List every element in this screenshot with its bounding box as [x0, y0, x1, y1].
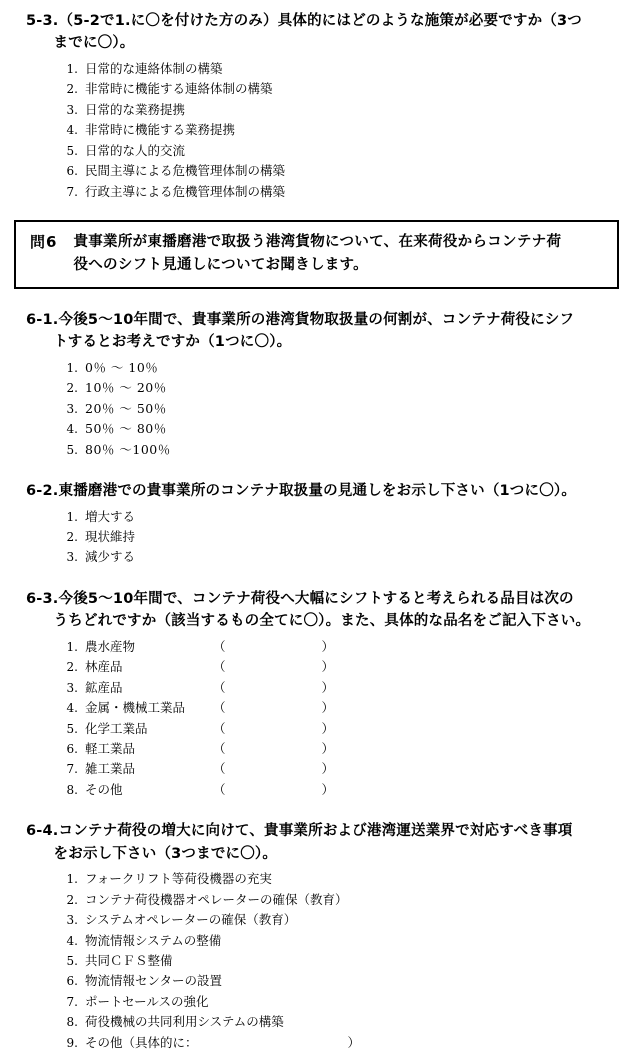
option-number: 5. [66, 721, 78, 736]
question-6-3-heading [26, 588, 605, 633]
question-5-3-options [0, 59, 633, 202]
paren-close: ） [321, 781, 335, 797]
question-5-3 [0, 10, 633, 202]
question-6-1 [0, 309, 633, 460]
question-6-3 [0, 588, 633, 800]
question-6-1-line2: トするとお考えですか（1つに〇）。 [53, 334, 292, 351]
question-6-4-line1: コンテナ荷役の増大に向けて、貴事業所および港湾運送業界で対応すべき事項 [58, 823, 573, 840]
option-label: 農水産物 [85, 638, 136, 654]
option-number: 5. [66, 143, 78, 158]
option-label: 非常時に機能する連絡体制の構築 [85, 81, 273, 97]
write-in-field[interactable] [213, 719, 334, 739]
list-item[interactable] [58, 869, 633, 889]
question-6-1-options [0, 358, 633, 460]
option-label: 物流情報センターの設置 [85, 973, 223, 989]
list-item[interactable] [58, 59, 633, 79]
list-item[interactable] [58, 182, 633, 202]
question-5-3-text-line2: までに〇）。 [53, 35, 135, 52]
option-number: 7. [66, 762, 78, 777]
write-in-field[interactable] [213, 759, 334, 779]
option-number: 2. [66, 82, 78, 97]
paren-open: （ [213, 741, 226, 756]
option-label: 化学工業品 [85, 720, 148, 736]
option-number: 5. [66, 954, 78, 968]
question-6-4 [0, 820, 633, 1053]
list-item[interactable] [58, 992, 633, 1012]
question-6-1-heading [26, 309, 605, 354]
list-item[interactable] [58, 161, 633, 181]
question-6-1-line1: 今後5〜10年間で、貴事業所の港湾貨物取扱量の何割が、コンテナ荷役にシフ [58, 311, 575, 328]
paren-close: ） [321, 741, 335, 756]
option-number: 1. [66, 872, 78, 887]
option-number: 3. [66, 680, 78, 695]
option-number: 7. [66, 994, 78, 1009]
paren-close: ） [321, 638, 335, 654]
list-item[interactable] [58, 120, 633, 140]
option-number: 2. [66, 892, 78, 907]
option-label: 民間主導による危機管理体制の構築 [85, 163, 286, 179]
list-item[interactable] [58, 739, 633, 759]
option-label: 非常時に機能する業務提携 [85, 122, 236, 138]
option-label: コンテナ荷役機器オペレーターの確保（教育） [85, 891, 348, 907]
option-number: 3. [66, 913, 78, 928]
question-5-3-number: 5-3. [26, 13, 59, 29]
list-item[interactable] [58, 1012, 633, 1032]
option-label: 日常的な連絡体制の構築 [85, 60, 223, 76]
option-number: 1. [66, 509, 78, 524]
question-5-3-text-line1: （5-2で1.に〇を付けた方のみ）具体的にはどのような施策が必要ですか（3つ [58, 13, 582, 29]
paren-close: ） [347, 1034, 361, 1050]
list-item[interactable] [58, 657, 633, 677]
option-label: 荷役機械の共同利用システムの構築 [85, 1014, 284, 1030]
list-item[interactable] [58, 719, 633, 739]
option-label: 鉱産品 [85, 679, 123, 695]
question-6-line2: 役へのシフト見通しについてお聞きします。 [73, 257, 368, 274]
option-label: 行政主導による危機管理体制の構築 [85, 183, 286, 199]
list-item[interactable] [58, 951, 633, 971]
option-label: 0％ ～ 10％ [85, 359, 159, 375]
question-6-1-number: 6-1. [26, 311, 59, 328]
option-label: 金属・機械工業品 [85, 700, 186, 716]
list-item[interactable] [58, 1033, 633, 1053]
question-6-2-number: 6-2. [26, 483, 59, 500]
list-item[interactable] [58, 419, 633, 439]
option-label: 林産品 [85, 659, 123, 675]
list-item[interactable] [58, 141, 633, 161]
option-number: 6. [66, 974, 78, 989]
question-6-3-line1: 今後5〜10年間で、コンテナ荷役へ大幅にシフトすると考えられる品目は次の [58, 590, 574, 607]
option-number: 3. [66, 401, 78, 416]
option-label: フォークリフト等荷役機器の充実 [85, 871, 272, 887]
option-label: 20％ ～ 50％ [85, 400, 167, 416]
question-6-3-options [0, 637, 633, 801]
paren-close: ） [321, 761, 335, 777]
question-6-line1: 貴事業所が東播磨港で取扱う港湾貨物について、在来荷役からコンテナ荷 [73, 234, 562, 250]
option-number: 2. [66, 381, 78, 396]
list-item[interactable] [58, 971, 633, 991]
paren-open: （ [213, 679, 226, 695]
question-6-4-heading [26, 820, 605, 865]
list-item[interactable] [58, 378, 633, 398]
list-item[interactable] [58, 910, 633, 930]
option-number: 8. [66, 782, 78, 797]
option-number: 6. [66, 742, 78, 756]
option-number: 4. [66, 701, 78, 716]
option-label: 80％ ～100％ [85, 441, 171, 457]
write-in-field[interactable] [213, 780, 334, 800]
option-label: その他（具体的に： [85, 1034, 198, 1050]
list-item[interactable] [58, 698, 633, 718]
question-6-body [73, 231, 561, 278]
option-number: 4. [66, 123, 78, 138]
question-6-2-heading [26, 480, 605, 502]
option-number: 3. [66, 102, 78, 117]
question-6-number: 問6 [30, 233, 58, 251]
write-in-field-other[interactable] [198, 1033, 361, 1053]
option-label: ポートセールスの強化 [85, 993, 209, 1009]
question-6-3-number: 6-3. [26, 590, 59, 607]
write-in-field[interactable] [213, 698, 334, 718]
option-number: 3. [66, 550, 78, 565]
option-number: 1. [66, 639, 78, 654]
paren-close: ） [321, 659, 335, 675]
option-number: 9. [66, 1035, 78, 1050]
option-number: 2. [66, 530, 78, 544]
paren-open: （ [213, 761, 226, 777]
option-label: 10％ ～ 20％ [85, 380, 167, 396]
question-6-2-options [0, 507, 633, 568]
option-label: 増大する [85, 508, 136, 524]
write-in-field[interactable] [213, 637, 334, 657]
paren-close: ） [321, 720, 335, 736]
option-label: 現状維持 [85, 529, 136, 544]
paren-open: （ [213, 638, 226, 654]
option-label: 物流情報システムの整備 [85, 932, 222, 948]
question-6-4-number: 6-4. [26, 823, 59, 840]
list-item[interactable] [58, 527, 633, 547]
option-number: 7. [66, 184, 78, 199]
option-label: システムオペレーターの確保（教育） [85, 912, 297, 928]
option-label: 50％ ～ 80％ [85, 421, 167, 437]
list-item[interactable] [58, 678, 633, 698]
paren-open: （ [213, 781, 226, 797]
paren-open: （ [213, 720, 226, 736]
paren-open: （ [213, 659, 226, 675]
list-item[interactable] [58, 440, 633, 460]
list-item[interactable] [58, 100, 633, 120]
option-number: 1. [66, 360, 78, 375]
paren-close: ） [321, 700, 335, 716]
option-label: 雑工業品 [85, 761, 136, 777]
option-label: 軽工業品 [85, 741, 136, 756]
option-number: 5. [66, 442, 78, 457]
option-number: 8. [66, 1015, 78, 1030]
option-label: 減少する [85, 549, 136, 565]
option-number: 4. [66, 933, 78, 948]
option-label: 日常的な人的交流 [85, 142, 186, 158]
option-number: 2. [66, 660, 78, 675]
list-item[interactable] [58, 547, 633, 567]
option-label: 日常的な業務提携 [85, 101, 186, 117]
question-5-3-heading [26, 10, 605, 55]
option-number: 6. [66, 164, 78, 179]
list-item[interactable] [58, 358, 633, 378]
option-label: 共同ＣＦＳ整備 [85, 953, 173, 968]
list-item[interactable] [58, 79, 633, 99]
option-label: その他 [85, 781, 123, 797]
boxed-question-6 [14, 220, 619, 289]
list-item[interactable] [58, 759, 633, 779]
paren-open: （ [213, 700, 226, 716]
list-item[interactable] [58, 507, 633, 527]
list-item[interactable] [58, 780, 633, 800]
question-6-3-line2: うちどれですか（該当するもの全てに〇）。また、具体的な品名をご記入下さい。 [53, 613, 591, 630]
list-item[interactable] [58, 890, 633, 910]
paren-close: ） [321, 679, 335, 695]
list-item[interactable] [58, 931, 633, 951]
question-6-4-options [0, 869, 633, 1053]
question-6-2 [0, 480, 633, 568]
option-number: 1. [66, 61, 78, 76]
question-6-4-line2: をお示し下さい（3つまでに〇）。 [53, 845, 278, 862]
list-item[interactable] [58, 399, 633, 419]
write-in-field[interactable] [213, 678, 334, 698]
write-in-field[interactable] [213, 657, 334, 677]
write-in-field[interactable] [213, 739, 334, 759]
question-6-2-line1: 東播磨港での貴事業所のコンテナ取扱量の見通しをお示し下さい（1つに〇）。 [58, 483, 577, 500]
list-item[interactable] [58, 637, 633, 657]
option-number: 4. [66, 422, 78, 437]
